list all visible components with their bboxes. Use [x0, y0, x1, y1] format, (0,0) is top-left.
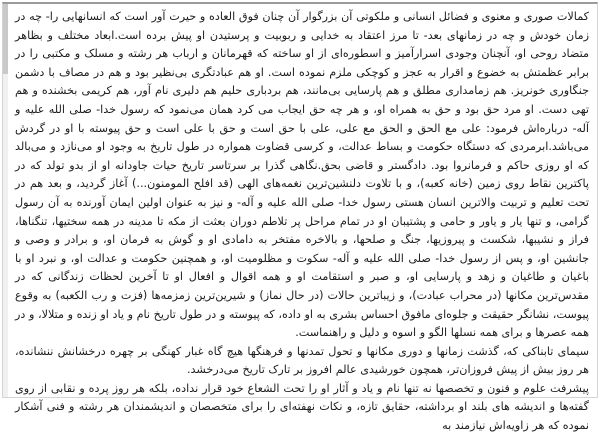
article-body	[15, 8, 589, 433]
scrollbar-track[interactable]	[3, 4, 8, 397]
scrollbar-thumb[interactable]	[3, 4, 8, 74]
paragraph-3: پیشرفت علوم و فنون و تخصصها نه تنها نام و یاد و آثار او را تحت الشعاع خود قرار نداده، بلکه هر روز پرده و نقابی از روی گفته‌ها و اندیشه های بلند او برداشته، حقایق تازه، و نکات نهفته‌ای را برای متخصصان و اندیشمندان هر رشته و فنی آشکار نموده که هر زاویه‌اش نیازمند به	[15, 381, 589, 433]
text-frame	[2, 2, 598, 433]
paragraph-1: کمالات صوری و معنوی و فضائل انسانی و ملکوتی آن بزرگوار آن چنان فوق العاده و حیرت آور است که انسانهایی را- چه در زمان خودش و چه در زمانهای بعد- تا مرز اعتقاد به خدایی و ربوبیت و پرستیدن او پیش برده است.ابعاد مختلف و بظاهر متضاد روحی او، آنچنان وجودی اسرارآمیز و اسطوره‌ای از او ساخته که قهرمانان و ارباب هر رشته و مسلک و مکتبی را در برابر عظمتش به خضوع و اقرار به عجز و کوچکی ملزم نموده است. او هم عبادتگری بی‌نظیر بود و هم در مصاف با دشمن جنگاوری خونریز. هم زمامداری مطلق و هم پارسایی بی‌مانند، هم بردباری حلیم هم دلیری نام آور، هم کریمی بخشنده و هم تهی دست. او مرد حق بود و حق به همراه او، و هر چه حق ایجاب می کرد همان می‌نمود که رسول خدا- صلی الله علیه و آله- درباره‌اش فرمود: علی مع الحق و الحق مع علی، علی با حق است و حق با علی است و حق پیوسته با او در گردش می‌باشد.ابرمردی که دستگاه حکومت و بساط عدالت، و کرسی قضاوت همواره در طول تاریخ به وجود او می‌نازد و می‌بالد که او روزی حاکم و فرمانروا بود. دادگستر و قاضی بحق.نگاهی گذرا بر سرتاسر تاریخ حیات جاودانه او از بدو تولد که در پاکترین نقاط روی زمین (خانه کعبه)، و با تلاوت دلنشین‌ترین نغمه‌های الهی (قد افلح المومنون...) آغاز گردید، و بعد هم در تحت تعلیم و تربیت والاترین انسان هستی رسول خدا- صلی الله علیه و آله- و نیز به عنوان اولین ایمان آورنده به آن رسول گرامی، و تنها یار و یاور و حامی و پشتیبان او در تمام مراحل پر تلاطم دوران بعثت از مکه تا مدینه در همه سختیها، تنگناها، فراز و نشیبها، شکست و پیروزیها، جنگ و صلحها، و بالاخره مفتخر به دامادی او و گوش به فرمان او، و برادر و وصی و جانشین او، و پس از رسول خدا- صلی الله علیه و آله- سکوت و مظلومیت او، و همچنین حکومت و عدالت او، و نبرد او با باغیان و طاغیان و زهد و پارسایی او، و صبر و استقامت او و همه اقوال و افعال او تا آخرین لحظات زندگانی که در مقدس‌ترین مکانها (در محراب عبادت)، و زیباترین حالات (در حال نماز) و شیرین‌ترین زمزمه‌ها (فزت و رب الکعبه) به وقوع پیوست، نشانگر حقیقت و جلوه‌ای مافوق احساس بشری به او داده، که پیوسته و در طول تاریخ نام و یاد او زنده و متلالا، و در همه عصرها و برای همه نسلها الگو و اسوه و دلیل و راهنماست.	[15, 10, 589, 340]
paragraph-2: سیمای تابناکی که، گذشت زمانها و دوری مکانها و تحول تمدنها و فرهنگها هیچ گاه غبار کهنگی بر چهره درخشانش ننشانده، هر روز بیش از پیش فروزان‌تر، همچون خورشیدی عالم افروز بر تارک تاریخ می‌درخشد.	[15, 344, 589, 377]
